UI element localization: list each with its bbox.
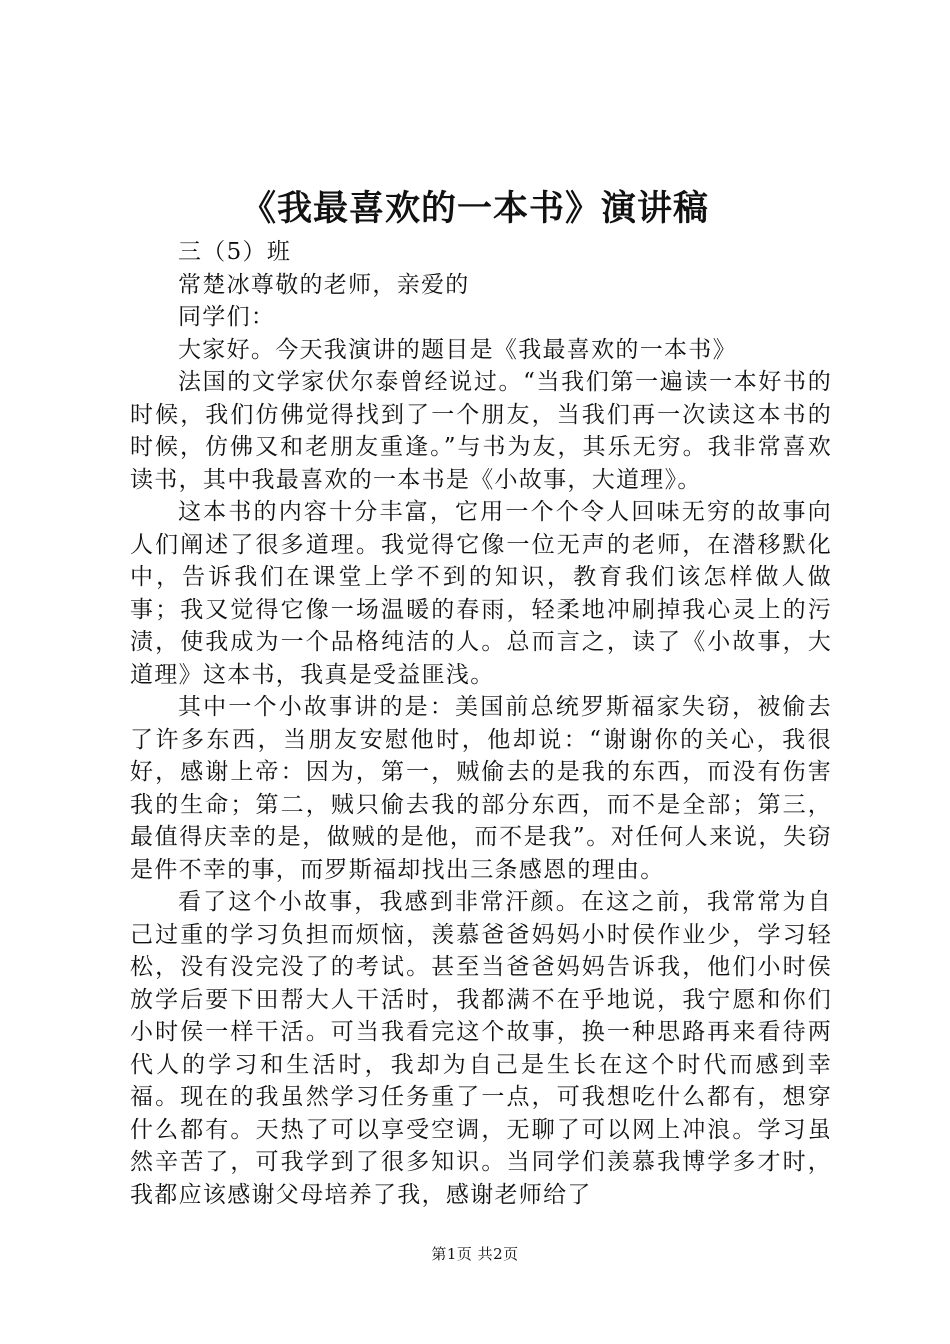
salutation-line-continued: 同学们： [178,304,276,330]
paragraph-book-content: 这本书的内容十分丰富，它用一个个令人回味无穷的故事向人们阐述了很多道理。我觉得它像一位无声的老师，在潜移默化中，告诉我们在课堂上学不到的知识，教育我们该怎样做人做事；我又觉得它像一场温暖的春雨，轻柔地冲刷掉我心灵上的污渍，使我成为一个品格纯洁的人。总而言之，读了《小故事，大道理》这本书，我真是受益匪浅。 [130,499,832,688]
paragraph-voltaire-quote: 法国的文学家伏尔泰曾经说过。“当我们第一遍读一本好书的时候，我们仿佛觉得找到了一个朋友，当我们再一次读这本书的时候，仿佛又和老朋友重逢。”与书为友，其乐无穷。我非常喜欢读书，其中我最喜欢的一本书是《小故事，大道理》。 [130,369,832,493]
paragraph-reflection: 看了这个小故事，我感到非常汗颜。在这之前，我常常为自己过重的学习负担而烦恼，羡慕爸爸妈妈小时侯作业少，学习轻松，没有没完没了的考试。甚至当爸爸妈妈告诉我，他们小时侯放学后要下田帮大人干活时，我都满不在乎地说，我宁愿和你们小时侯一样干活。可当我看完这个故事，换一种思路再来看待两代人的学习和生活时，我却为自己是生长在这个时代而感到幸福。现在的我虽然学习任务重了一点，可我想吃什么都有，想穿什么都有。天热了可以享受空调，无聊了可以网上冲浪。学习虽然辛苦了，可我学到了很多知识。当同学们羡慕我博学多才时，我都应该感谢父母培养了我，感谢老师给了 [130,889,832,1208]
intro-line: 大家好。今天我演讲的题目是《我最喜欢的一本书》 [178,336,737,363]
document-body [130,236,832,1211]
paragraph-roosevelt-story: 其中一个小故事讲的是：美国前总统罗斯福家失窃，被偷去了许多东西，当朋友安慰他时，他却说：“谢谢你的关心，我很好，感谢上帝：因为，第一，贼偷去的是我的东西，而没有伤害我的生命；第二，贼只偷去我的部分东西，而不是全部；第三，最值得庆幸的是，做贼的是他，而不是我”。对任何人来说，失窃是件不幸的事，而罗斯福却找出三条感恩的理由。 [130,694,832,883]
salutation-line: 常楚冰尊敬的老师，亲爱的 [178,271,470,298]
class-line: 三（5）班 [178,239,292,265]
page-footer: 第1页 共2页 [431,1245,519,1263]
document-title: 《我最喜欢的一本书》演讲稿 [240,188,709,229]
